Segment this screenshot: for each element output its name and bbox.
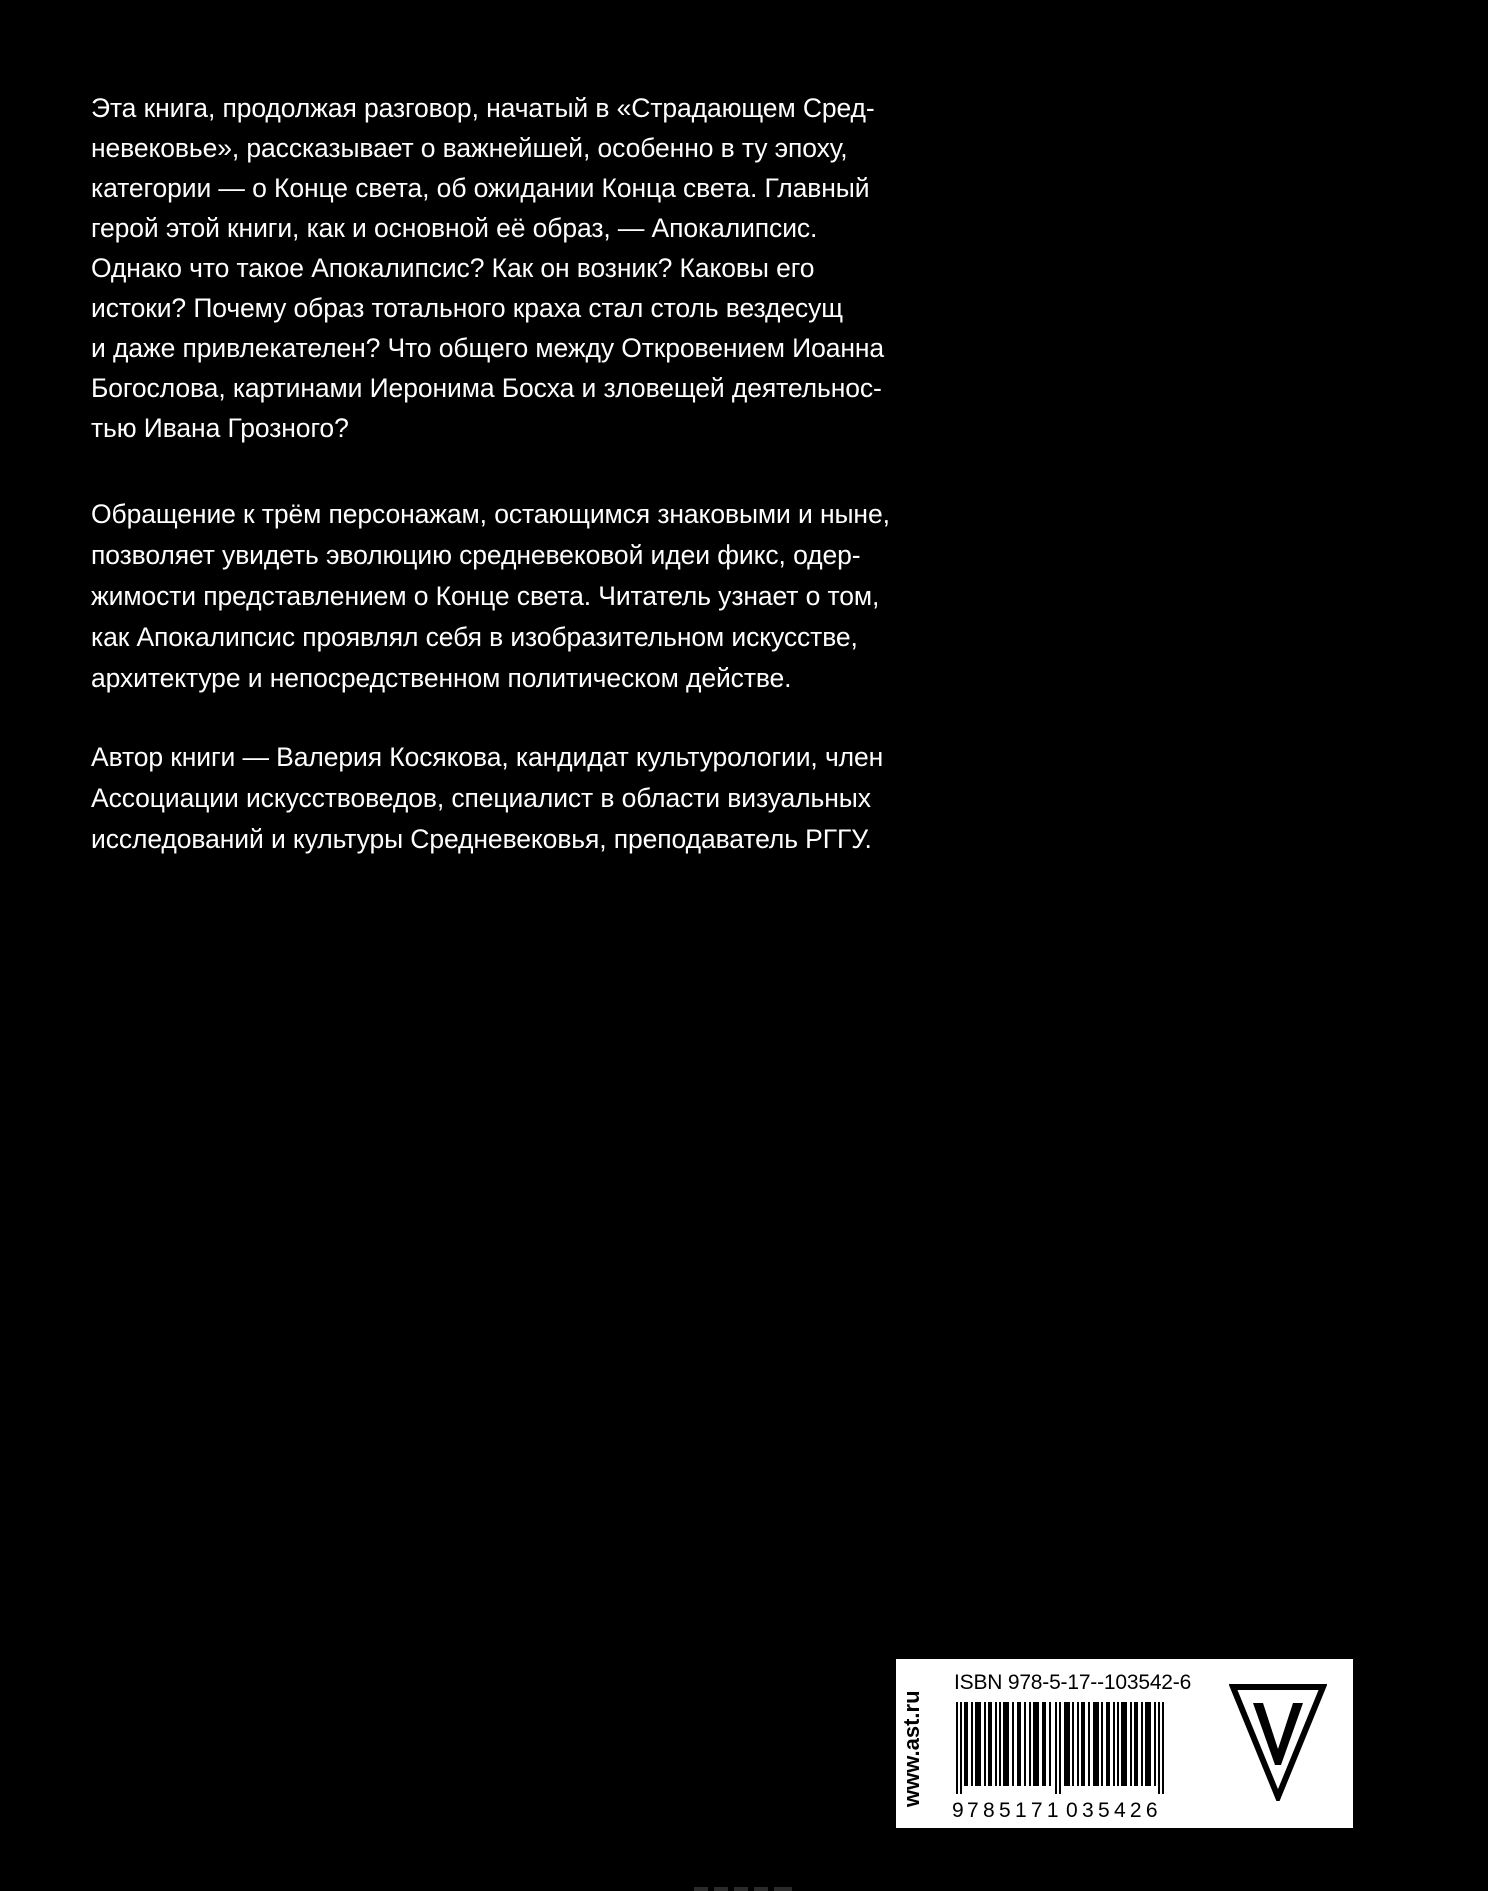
text-line: Ассоциации искусствоведов, специалист в области визуальных xyxy=(91,783,871,813)
text-line: категории — о Конце света, об ожидании Конца света. Главный xyxy=(91,173,870,203)
publisher-website: www.ast.ru xyxy=(899,1690,924,1807)
author-paragraph xyxy=(91,737,891,857)
text-line: исследований и культуры Средневековья, преподаватель РГГУ. xyxy=(91,824,872,854)
text-line: Эта книга, продолжая разговор, начатый в «Страдающем Сред- xyxy=(91,93,875,123)
triangle-v-logo-icon xyxy=(1229,1683,1327,1801)
text-line: Обращение к трём персонажам, остающимся знаковыми и ныне, xyxy=(91,499,890,529)
barcode-left-digits: 785171 xyxy=(967,1799,1063,1822)
annotation-text xyxy=(91,88,891,448)
text-line: невековье», рассказывает о важнейшей, особенно в ту эпоху, xyxy=(91,133,848,163)
text-line: Автор книги — Валерия Косякова, кандидат культурологии, член xyxy=(91,742,884,772)
barcode-lead-digit: 9 xyxy=(952,1799,964,1822)
cropped-footer-mark xyxy=(692,1880,796,1891)
annotation-paragraph-2 xyxy=(91,494,891,694)
annotation-text-3 xyxy=(91,737,891,857)
text-line: тью Ивана Грозного? xyxy=(91,413,349,443)
barcode-right-digits: 035426 xyxy=(1066,1799,1162,1822)
annotation-text-2 xyxy=(91,494,891,694)
text-line: жимости представлением о Конце света. Читатель узнает о том, xyxy=(91,581,880,611)
text-line: истоки? Почему образ тотального краха стал столь вездесущ xyxy=(91,293,843,323)
annotation-paragraph-1 xyxy=(91,88,891,448)
isbn-barcode-label xyxy=(896,1659,1353,1828)
text-line: герой этой книги, как и основной её образ, — Апокалипсис. xyxy=(91,213,818,243)
text-line: Богослова, картинами Иеронима Босха и зловещей деятельнос- xyxy=(91,373,882,403)
text-line: и даже привлекателен? Что общего между Откровением Иоанна xyxy=(91,333,885,363)
text-line: Однако что такое Апокалипсис? Как он возник? Каковы его xyxy=(91,253,815,283)
isbn-number: ISBN 978-5-17--103542-6 xyxy=(954,1671,1192,1694)
ean13-barcode xyxy=(954,1702,1166,1794)
text-line: позволяет увидеть эволюцию средневековой идеи фикс, одер- xyxy=(91,540,861,570)
text-line: как Апокалипсис проявлял себя в изобразительном искусстве, xyxy=(91,622,858,652)
text-line: архитектуре и непосредственном политическом действе. xyxy=(91,663,792,693)
